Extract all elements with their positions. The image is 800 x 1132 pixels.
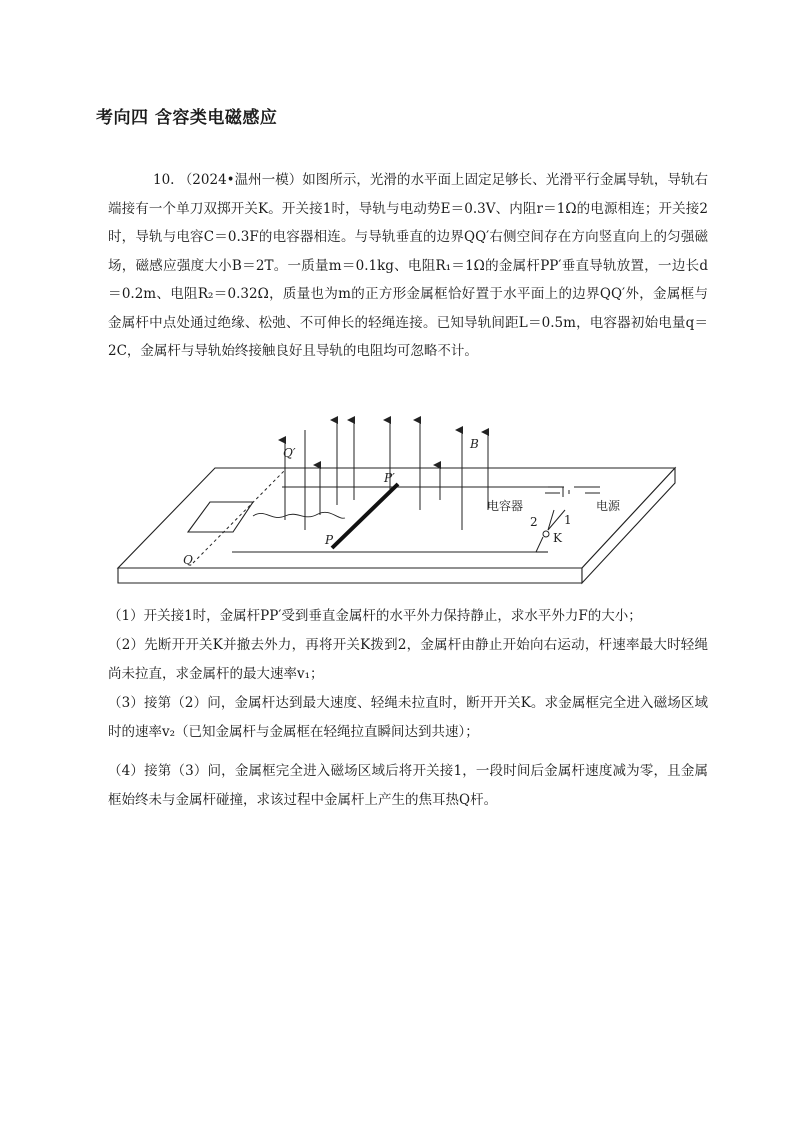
label-q: Q bbox=[183, 553, 193, 567]
label-1: 1 bbox=[564, 513, 572, 527]
question-1: （1）开关接1时，金属杆PP′受到垂直金属杆的水平外力保持静止，求水平外力F的大小； bbox=[108, 608, 642, 624]
section-title: 考向四 含容类电磁感应 bbox=[96, 108, 278, 128]
question-3: （3）接第（2）问，金属杆达到最大速度、轻绳未拉直时，断开开关K。求金属框完全进入磁场区域时的速率v₂（已知金属杆与金属框在轻绳拉直瞬间达到共速）； bbox=[108, 695, 708, 740]
label-p-prime: P′ bbox=[384, 471, 395, 485]
label-capacitor: 电容器 bbox=[487, 499, 524, 513]
problem-intro: 10. （2024•温州一模）如图所示，光滑的水平面上固定足够长、光滑平行金属导轨，导轨右端接有一个单刀双掷开关K。开关接1时，导轨与电动势E＝0.3V、内阻r＝1Ω的电源相连；开关接2时，导轨与电容C＝0.3F的电容器相连。与导轨垂直的边界QQ′右侧空间存在方向竖直向上的匀强磁场，磁感应强度大小B＝2T。一质量m＝0.1kg、电阻R₁＝1Ω的金属杆PP′垂直导轨放置，一边长d＝0.2m、电阻R₂＝0.32Ω，质量也为m的正方形金属框恰好置于水平面上的边界QQ′外，金属框与金属杆中点处通过绝缘、松弛、不可伸长的轻绳连接。已知导轨间距L＝0.5m，电容器初始电量q＝2C，金属杆与导轨始终接触良好且导轨的电阻均可忽略不计。 bbox=[108, 172, 708, 359]
label-q-prime: Q′ bbox=[283, 446, 296, 460]
label-2: 2 bbox=[530, 515, 538, 529]
label-p: P bbox=[325, 533, 334, 547]
label-source: 电源 bbox=[596, 499, 621, 513]
question-4: （4）接第（3）问，金属框完全进入磁场区域后将开关接1，一段时间后金属杆速度减为零，且金属框始终未与金属杆碰撞，求该过程中金属杆上产生的焦耳热Q杆。 bbox=[108, 763, 708, 808]
label-b: B bbox=[470, 437, 479, 451]
label-k: K bbox=[553, 531, 562, 545]
question-2: （2）先断开开关K并撤去外力，再将开关K拨到2，金属杆由静止开始向右运动，杆速率最大时轻绳尚未拉直，求金属杆的最大速率v₁； bbox=[108, 637, 708, 682]
